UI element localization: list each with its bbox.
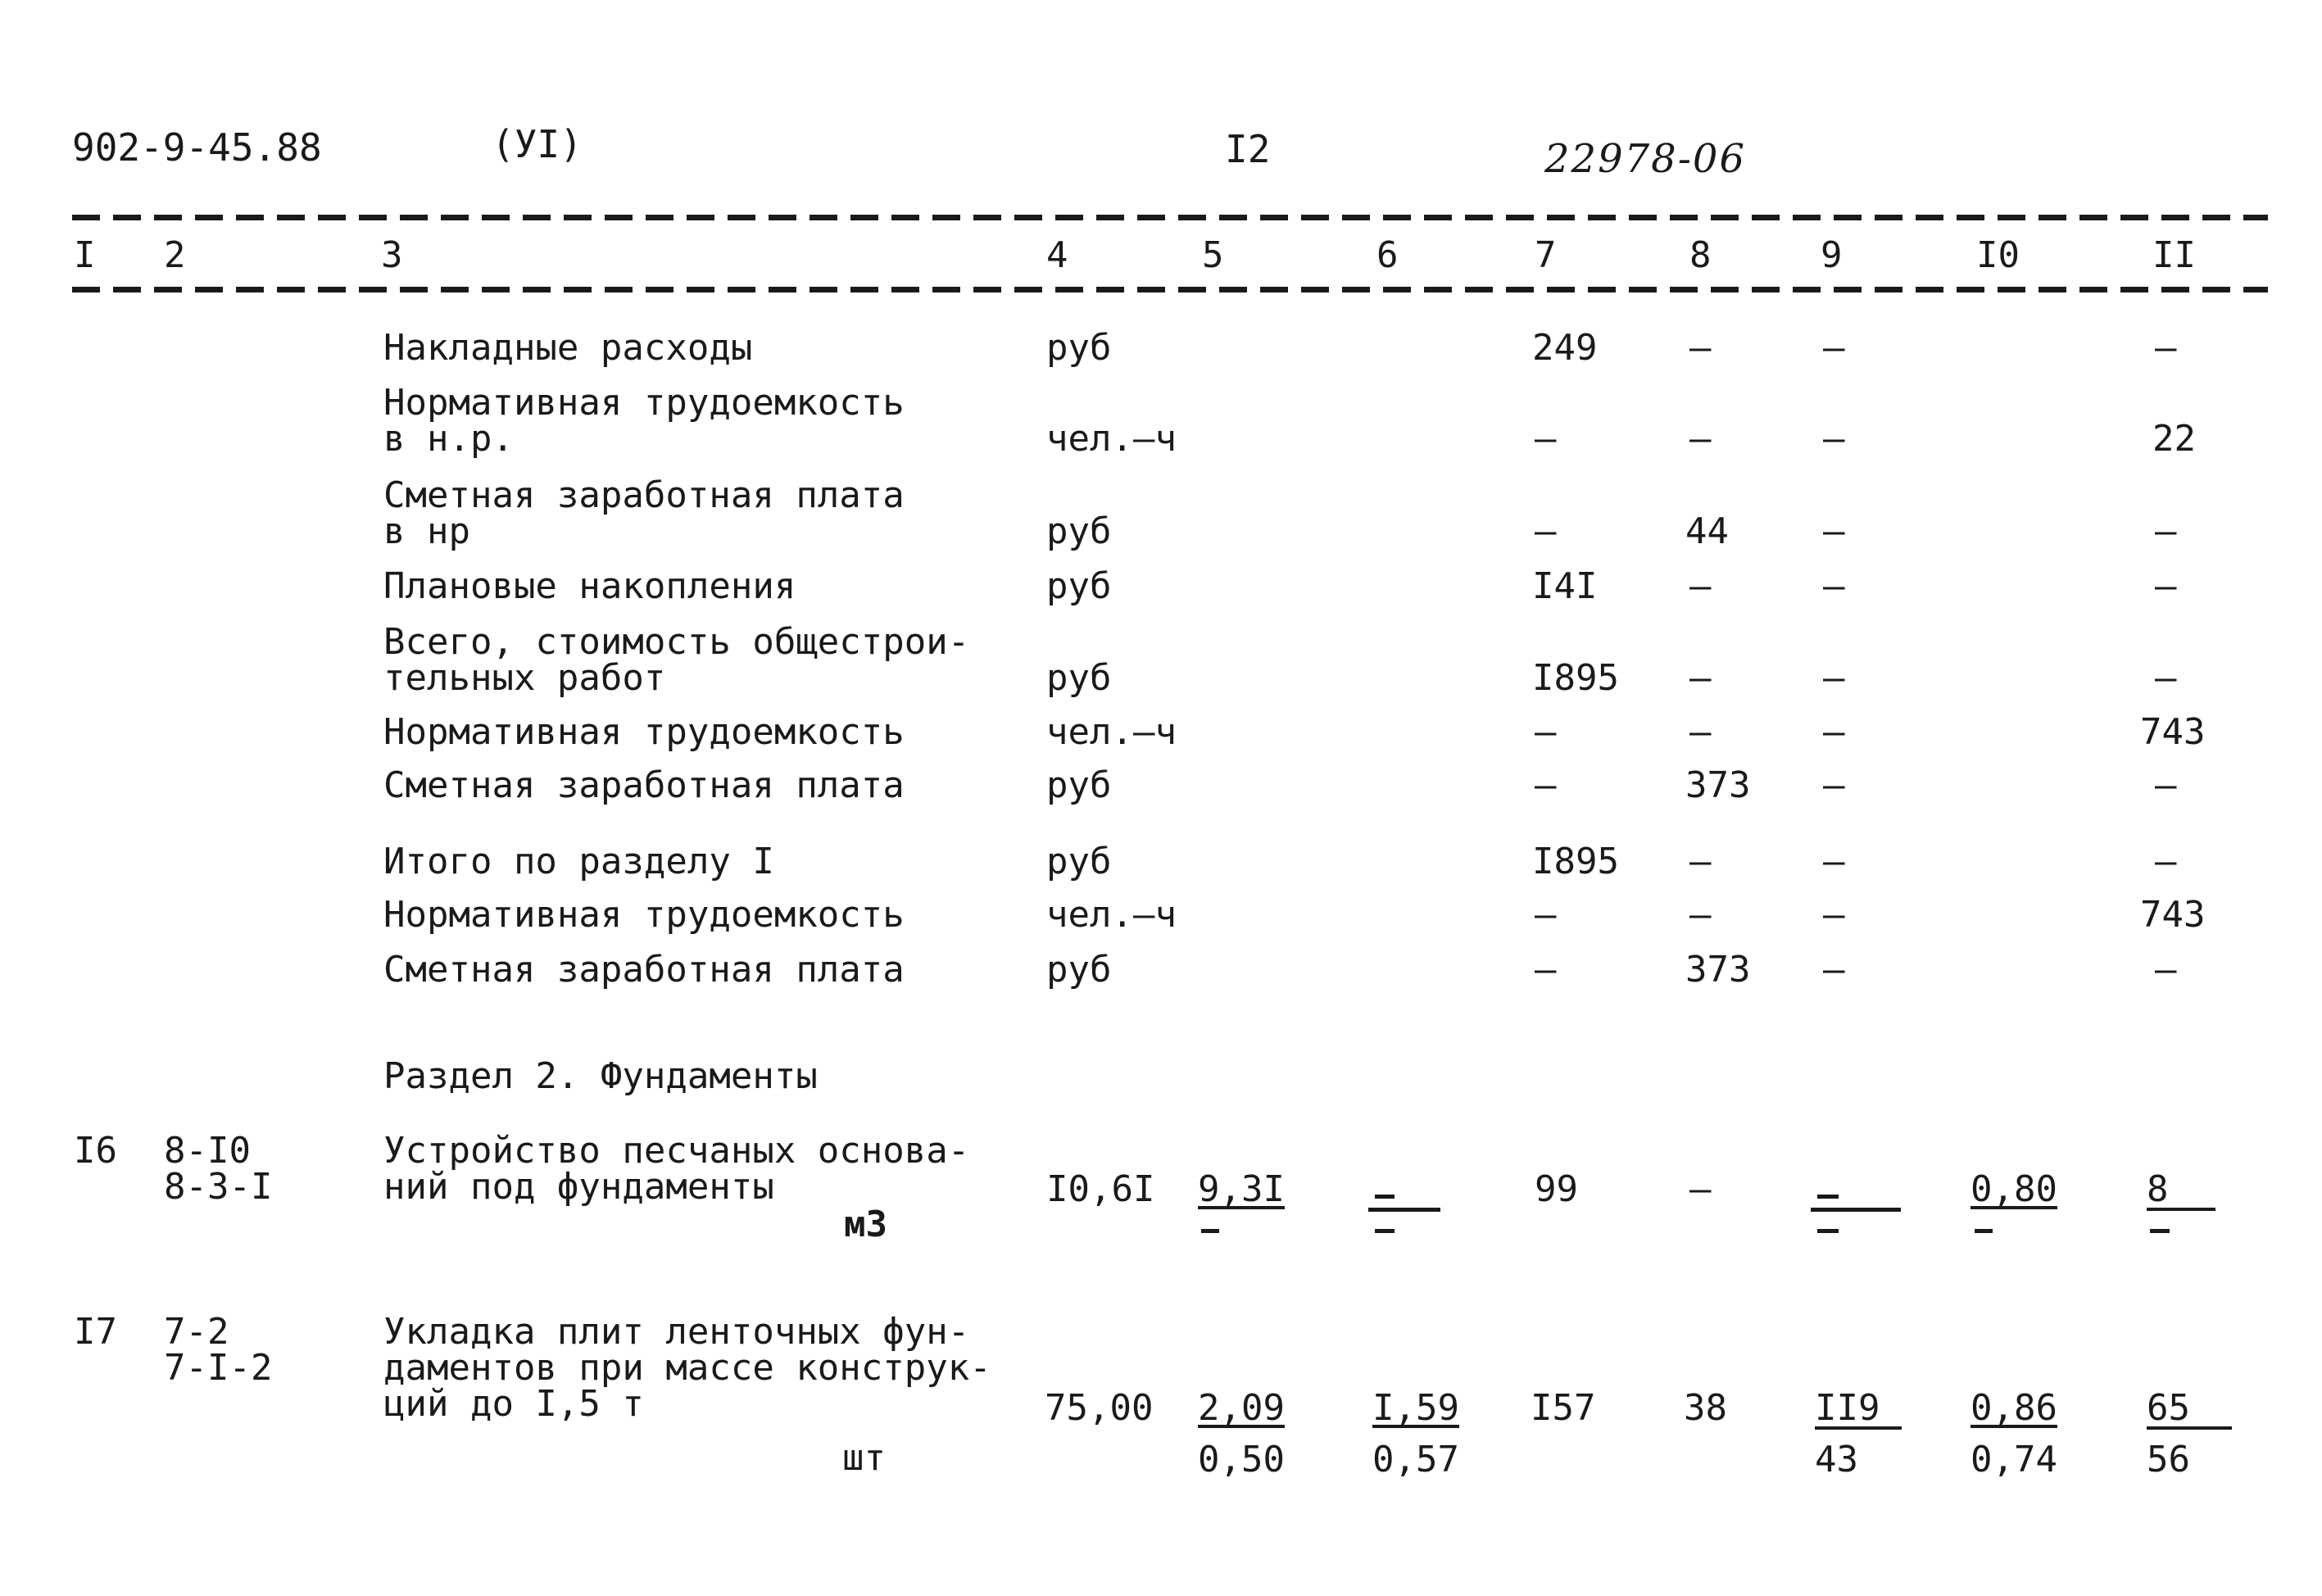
row-total-construction-name-line1: Всего, стоимость общестрои- bbox=[383, 621, 970, 663]
item16-c11: 8 bbox=[2147, 1172, 2215, 1211]
col-header-3: 3 bbox=[381, 234, 403, 276]
item17-c5-second: 0,50 bbox=[1198, 1439, 1285, 1480]
row-section1-labor-c8: – bbox=[1689, 894, 1712, 936]
row-total-construction-c11: – bbox=[2155, 657, 2177, 699]
item17-c6: I,59 bbox=[1372, 1387, 1459, 1429]
item16-c6-lower-dash bbox=[1375, 1229, 1395, 1233]
album-number: (УI) bbox=[492, 122, 583, 166]
row-planned-savings-name: Плановые накопления bbox=[383, 565, 796, 607]
row-section1-total-c9: – bbox=[1823, 841, 1845, 882]
row-labor-c8: – bbox=[1689, 711, 1712, 753]
item16-code-line2: 8-3-I bbox=[164, 1166, 273, 1208]
item17-c10-second: 0,74 bbox=[1971, 1439, 2057, 1480]
item17-c8: 38 bbox=[1684, 1387, 1727, 1429]
row-section1-total-c7: I895 bbox=[1532, 841, 1619, 882]
item17-c11-second: 56 bbox=[2147, 1439, 2190, 1480]
item16-c8: – bbox=[1689, 1168, 1712, 1210]
item17-name-line3: ций до I,5 т bbox=[383, 1383, 644, 1425]
row-planned-savings-c8: – bbox=[1689, 565, 1712, 607]
row-total-construction-name-line2: тельных работ bbox=[383, 657, 666, 699]
row-overhead-unit: руб bbox=[1046, 327, 1112, 369]
item16-number: I6 bbox=[74, 1130, 117, 1172]
row-section1-total-name: Итого по разделу I bbox=[383, 841, 774, 882]
row-labor-unit: чел.–ч bbox=[1046, 711, 1177, 753]
row-section1-labor-c9: – bbox=[1823, 894, 1845, 936]
row-overhead-c8: – bbox=[1689, 327, 1712, 369]
item16-c9-lower-dash bbox=[1817, 1229, 1839, 1233]
item16-c9-rule bbox=[1811, 1208, 1901, 1212]
col-header-6: 6 bbox=[1376, 234, 1399, 276]
bottom-dashed-rule bbox=[72, 287, 2268, 292]
item16-c9-dash bbox=[1817, 1195, 1839, 1199]
row-section1-total-c11: – bbox=[2155, 841, 2177, 882]
row-section1-labor-c11: 743 bbox=[2140, 894, 2206, 936]
col-header-9: 9 bbox=[1821, 234, 1843, 276]
item17-name-line2: даментов при массе конструк- bbox=[383, 1347, 991, 1389]
row-labor-overhead-name-line1: Нормативная трудоемкость bbox=[383, 382, 905, 424]
row-planned-savings-c7: I4I bbox=[1532, 565, 1598, 607]
row-wages-c11: – bbox=[2155, 764, 2177, 806]
row-labor-c11: 743 bbox=[2140, 711, 2206, 753]
col-header-10: I0 bbox=[1976, 234, 2020, 276]
row-wages-c9: – bbox=[1823, 764, 1845, 806]
item16-c5-lower-dash bbox=[1201, 1229, 1219, 1233]
row-labor-overhead-c11: 22 bbox=[2152, 418, 2196, 460]
item16-c10-lower-dash bbox=[1975, 1229, 1993, 1233]
row-wages-overhead-c8: 44 bbox=[1685, 510, 1729, 552]
row-total-construction-c9: – bbox=[1823, 657, 1845, 699]
item17-c5: 2,09 bbox=[1198, 1387, 1285, 1429]
row-total-construction-c8: – bbox=[1689, 657, 1712, 699]
item17-c9-second: 43 bbox=[1815, 1439, 1858, 1480]
item17-code-line2: 7-I-2 bbox=[164, 1347, 273, 1389]
row-wages-c8: 373 bbox=[1685, 764, 1751, 806]
row-wages-overhead-c11: – bbox=[2155, 510, 2177, 552]
row-wages-name: Сметная заработная плата bbox=[383, 764, 905, 806]
item16-c10: 0,80 bbox=[1971, 1168, 2057, 1210]
top-dashed-rule bbox=[72, 215, 2268, 220]
row-wages-overhead-name-line2: в нр bbox=[383, 510, 470, 552]
row-section1-wages-c11: – bbox=[2155, 949, 2177, 991]
item17-c7: I57 bbox=[1531, 1387, 1596, 1429]
inventory-stamp: 22978-06 bbox=[1544, 136, 1746, 182]
row-labor-name: Нормативная трудоемкость bbox=[383, 711, 905, 753]
row-section1-labor-name: Нормативная трудоемкость bbox=[383, 894, 905, 936]
item16-c11-lower-dash bbox=[2150, 1229, 2170, 1233]
row-wages-overhead-c9: – bbox=[1823, 510, 1845, 552]
row-section1-total-unit: руб bbox=[1046, 841, 1112, 882]
row-wages-overhead-name-line1: Сметная заработная плата bbox=[383, 474, 905, 516]
item16-code-line1: 8-I0 bbox=[164, 1130, 251, 1172]
row-labor-overhead-unit: чел.–ч bbox=[1046, 418, 1177, 460]
item16-c7: 99 bbox=[1535, 1168, 1578, 1210]
row-overhead-c11: – bbox=[2155, 327, 2177, 369]
row-section1-labor-unit: чел.–ч bbox=[1046, 894, 1177, 936]
row-labor-overhead-name-line2: в н.р. bbox=[383, 418, 514, 460]
col-header-8: 8 bbox=[1689, 234, 1712, 276]
row-section1-wages-name: Сметная заработная плата bbox=[383, 949, 905, 991]
section-2-heading: Раздел 2. Фундаменты bbox=[383, 1055, 818, 1097]
row-labor-c7: – bbox=[1535, 711, 1557, 753]
row-labor-overhead-c8: – bbox=[1689, 418, 1712, 460]
item16-c6-dash bbox=[1375, 1195, 1395, 1199]
item17-c10: 0,86 bbox=[1971, 1387, 2057, 1429]
col-header-1: I bbox=[74, 234, 96, 276]
item16-name-line1: Устройство песчаных основа- bbox=[383, 1130, 970, 1172]
col-header-4: 4 bbox=[1046, 234, 1068, 276]
row-planned-savings-unit: руб bbox=[1046, 565, 1112, 607]
row-wages-c7: – bbox=[1535, 764, 1557, 806]
row-labor-overhead-c7: – bbox=[1535, 418, 1557, 460]
row-section1-total-c8: – bbox=[1689, 841, 1712, 882]
item16-name-line2: ний под фундаменты bbox=[383, 1166, 774, 1208]
item17-c11: 65 bbox=[2147, 1390, 2232, 1430]
document-code: 902-9-45.88 bbox=[72, 125, 322, 170]
row-overhead-c9: – bbox=[1823, 327, 1845, 369]
row-overhead-c7: 249 bbox=[1532, 327, 1598, 369]
item16-measure: м3 bbox=[844, 1204, 887, 1245]
page-number: I2 bbox=[1225, 127, 1271, 171]
row-section1-wages-c7: – bbox=[1535, 949, 1557, 991]
row-labor-overhead-c9: – bbox=[1823, 418, 1845, 460]
row-planned-savings-c9: – bbox=[1823, 565, 1845, 607]
row-wages-overhead-unit: руб bbox=[1046, 510, 1112, 552]
row-section1-wages-unit: руб bbox=[1046, 949, 1112, 991]
row-overhead-name: Накладные расходы bbox=[383, 327, 753, 369]
col-header-11: II bbox=[2152, 234, 2196, 276]
row-total-construction-unit: руб bbox=[1046, 657, 1112, 699]
row-section1-wages-c8: 373 bbox=[1685, 949, 1751, 991]
item17-c9: II9 bbox=[1815, 1390, 1902, 1430]
item17-measure: шт bbox=[842, 1437, 886, 1479]
col-header-2: 2 bbox=[164, 234, 186, 276]
item16-c5: 9,3I bbox=[1198, 1168, 1285, 1210]
item17-number: I7 bbox=[74, 1311, 117, 1353]
item17-code-line1: 7-2 bbox=[164, 1311, 229, 1353]
item17-name-line1: Укладка плит ленточных фун- bbox=[383, 1311, 970, 1353]
row-labor-c9: – bbox=[1823, 711, 1845, 753]
col-header-7: 7 bbox=[1535, 234, 1557, 276]
item16-quantity: I0,6I bbox=[1046, 1168, 1155, 1210]
row-section1-wages-c9: – bbox=[1823, 949, 1845, 991]
item17-c6-second: 0,57 bbox=[1372, 1439, 1459, 1480]
row-planned-savings-c11: – bbox=[2155, 565, 2177, 607]
item16-c6-rule bbox=[1368, 1208, 1440, 1212]
row-wages-overhead-c7: – bbox=[1535, 510, 1557, 552]
item17-quantity: 75,00 bbox=[1045, 1387, 1154, 1429]
row-total-construction-c7: I895 bbox=[1532, 657, 1619, 699]
row-wages-unit: руб bbox=[1046, 764, 1112, 806]
row-section1-labor-c7: – bbox=[1535, 894, 1557, 936]
col-header-5: 5 bbox=[1202, 234, 1224, 276]
